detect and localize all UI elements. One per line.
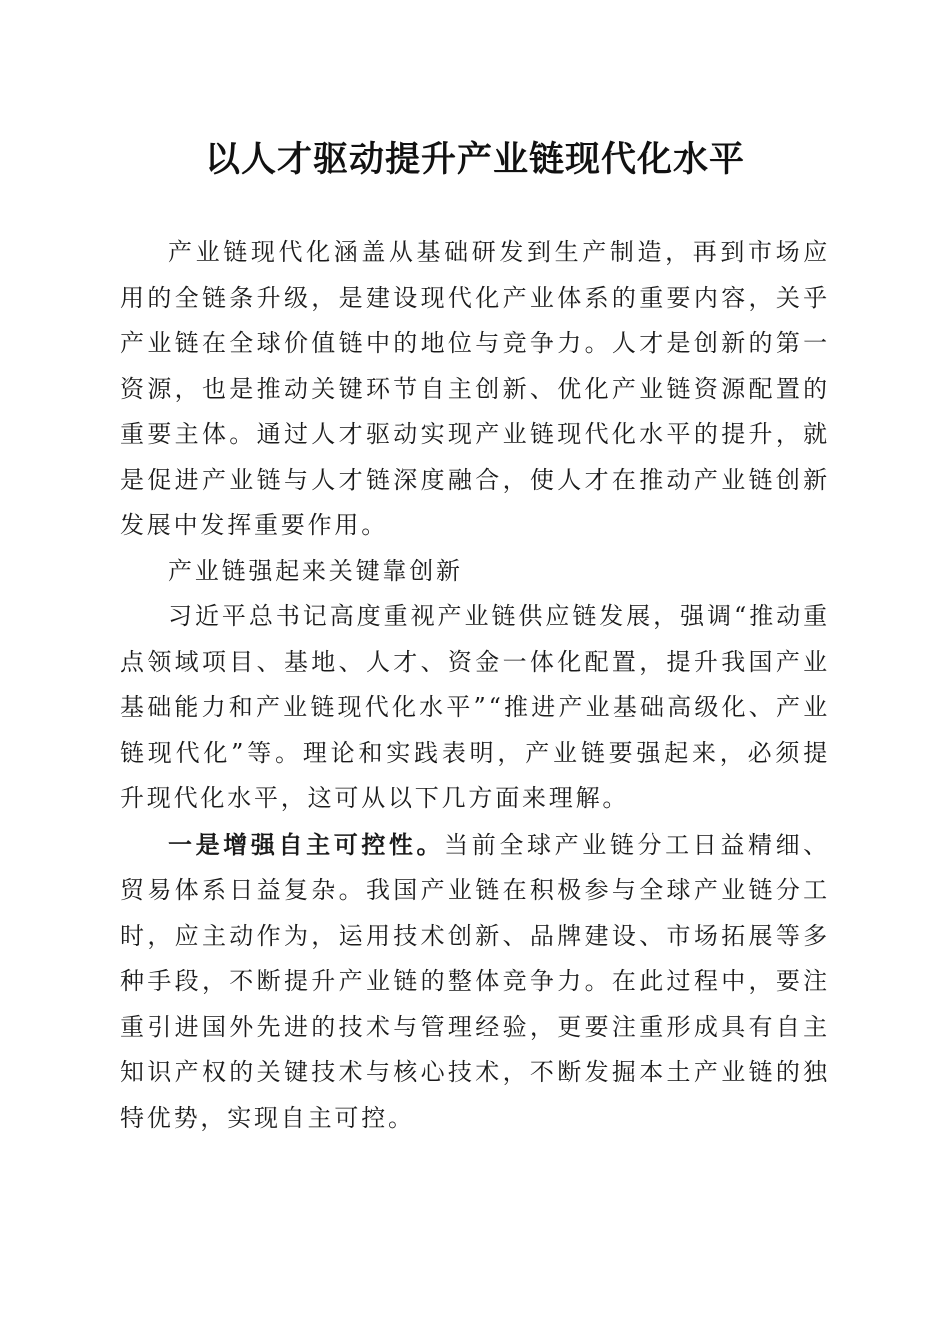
paragraph-quote (120, 594, 830, 822)
section-heading (120, 549, 830, 595)
paragraph-point-one-text: 当前全球产业链分工日益精细、贸易体系日益复杂。我国产业链在积极参与全球产业链分工时，应主动作为，运用技术创新、品牌建设、市场拓展等多种手段，不断提升产业链的整体竞争力。在此过程中，要注重引进国外先进的技术与管理经验，更要注重形成具有自主知识产权的关键技术与核心技术，不断发掘本土产业链的独特优势，实现自主可控。 (120, 830, 830, 1132)
paragraph-point-one-lead: 一是增强自主可控性。 (168, 829, 445, 859)
paragraph-intro (120, 230, 830, 549)
paragraph-quote-text: 习近平总书记高度重视产业链供应链发展，强调“推动重点领域项目、基地、人才、资金一体化配置，提升我国产业基础能力和产业链现代化水平”“推进产业基础高级化、产业链现代化”等。理论和实践表明，产业链要强起来，必须提升现代化水平，这可从以下几方面来理解。 (120, 602, 830, 812)
document-title: 以人才驱动提升产业链现代化水平 (204, 139, 745, 180)
paragraph-intro-text: 产业链现代化涵盖从基础研发到生产制造，再到市场应用的全链条升级，是建设现代化产业体系的重要内容，关乎产业链在全球价值链中的地位与竞争力。人才是创新的第一资源，也是推动关键环节自主创新、优化产业链资源配置的重要主体。通过人才驱动实现产业链现代化水平的提升，就是促进产业链与人才链深度融合，使人才在推动产业链创新发展中发挥重要作用。 (120, 238, 830, 539)
paragraph-point-one (120, 822, 830, 1142)
document-body (120, 230, 830, 1141)
section-heading-text: 产业链强起来关键靠创新 (168, 556, 463, 585)
